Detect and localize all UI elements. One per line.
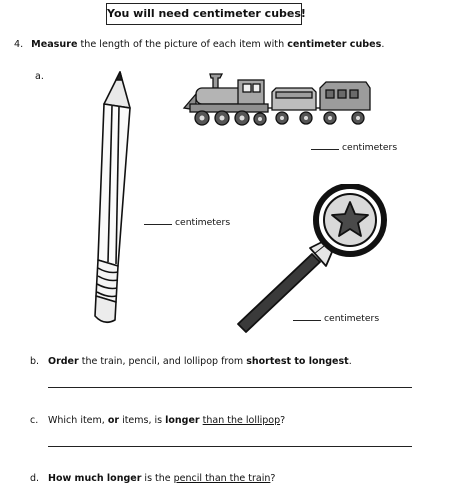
question-4 — [14, 39, 384, 50]
question-d — [30, 473, 275, 484]
question-b-verb: Order — [48, 356, 79, 367]
train-answer-blank[interactable] — [311, 142, 397, 153]
question-b — [30, 356, 352, 367]
question-d-emphasis: How much longer — [48, 473, 142, 484]
pencil-unit: centimeters — [175, 217, 231, 228]
question-4-verb: Measure — [31, 39, 78, 50]
question-4-text: the length of the picture of each item with — [77, 39, 288, 50]
header-title: You will need centimeter cubes! — [107, 7, 306, 20]
question-4-period: . — [381, 39, 385, 50]
question-c-or: or — [107, 415, 120, 426]
lollipop-answer-line[interactable] — [293, 320, 321, 321]
question-d-letter: d. — [30, 473, 40, 484]
question-b-letter: b. — [30, 356, 40, 367]
question-c-mark: ? — [280, 415, 286, 426]
pencil-answer-blank[interactable] — [144, 217, 230, 228]
header-title-box — [106, 3, 306, 25]
question-d-mark: ? — [270, 473, 276, 484]
question-d-text: is the — [141, 473, 174, 484]
question-d-underlined: pencil than the train — [173, 473, 271, 484]
train-answer-line[interactable] — [311, 149, 339, 150]
part-a-label: a. — [35, 71, 44, 82]
train-unit: centimeters — [342, 142, 398, 153]
question-c-longer: longer — [165, 415, 200, 426]
answer-line-c[interactable] — [48, 446, 412, 447]
question-b-text: the train, pencil, and lollipop from — [78, 356, 247, 367]
pencil-illustration — [88, 70, 138, 326]
answer-line-b[interactable] — [48, 387, 412, 388]
question-number: 4. — [14, 39, 24, 50]
lollipop-answer-blank[interactable] — [293, 313, 379, 324]
question-b-emphasis: shortest to longest — [246, 356, 349, 367]
question-4-emphasis: centimeter cubes — [287, 39, 382, 50]
question-c — [30, 415, 285, 426]
question-c-text-2: items, is — [119, 415, 166, 426]
lollipop-unit: centimeters — [324, 313, 380, 324]
train-illustration — [180, 72, 372, 130]
question-c-letter: c. — [30, 415, 39, 426]
question-c-text-1: Which item, — [48, 415, 108, 426]
question-c-underlined: than the lollipop — [202, 415, 281, 426]
question-b-period: . — [348, 356, 352, 367]
pencil-answer-line[interactable] — [144, 224, 172, 225]
